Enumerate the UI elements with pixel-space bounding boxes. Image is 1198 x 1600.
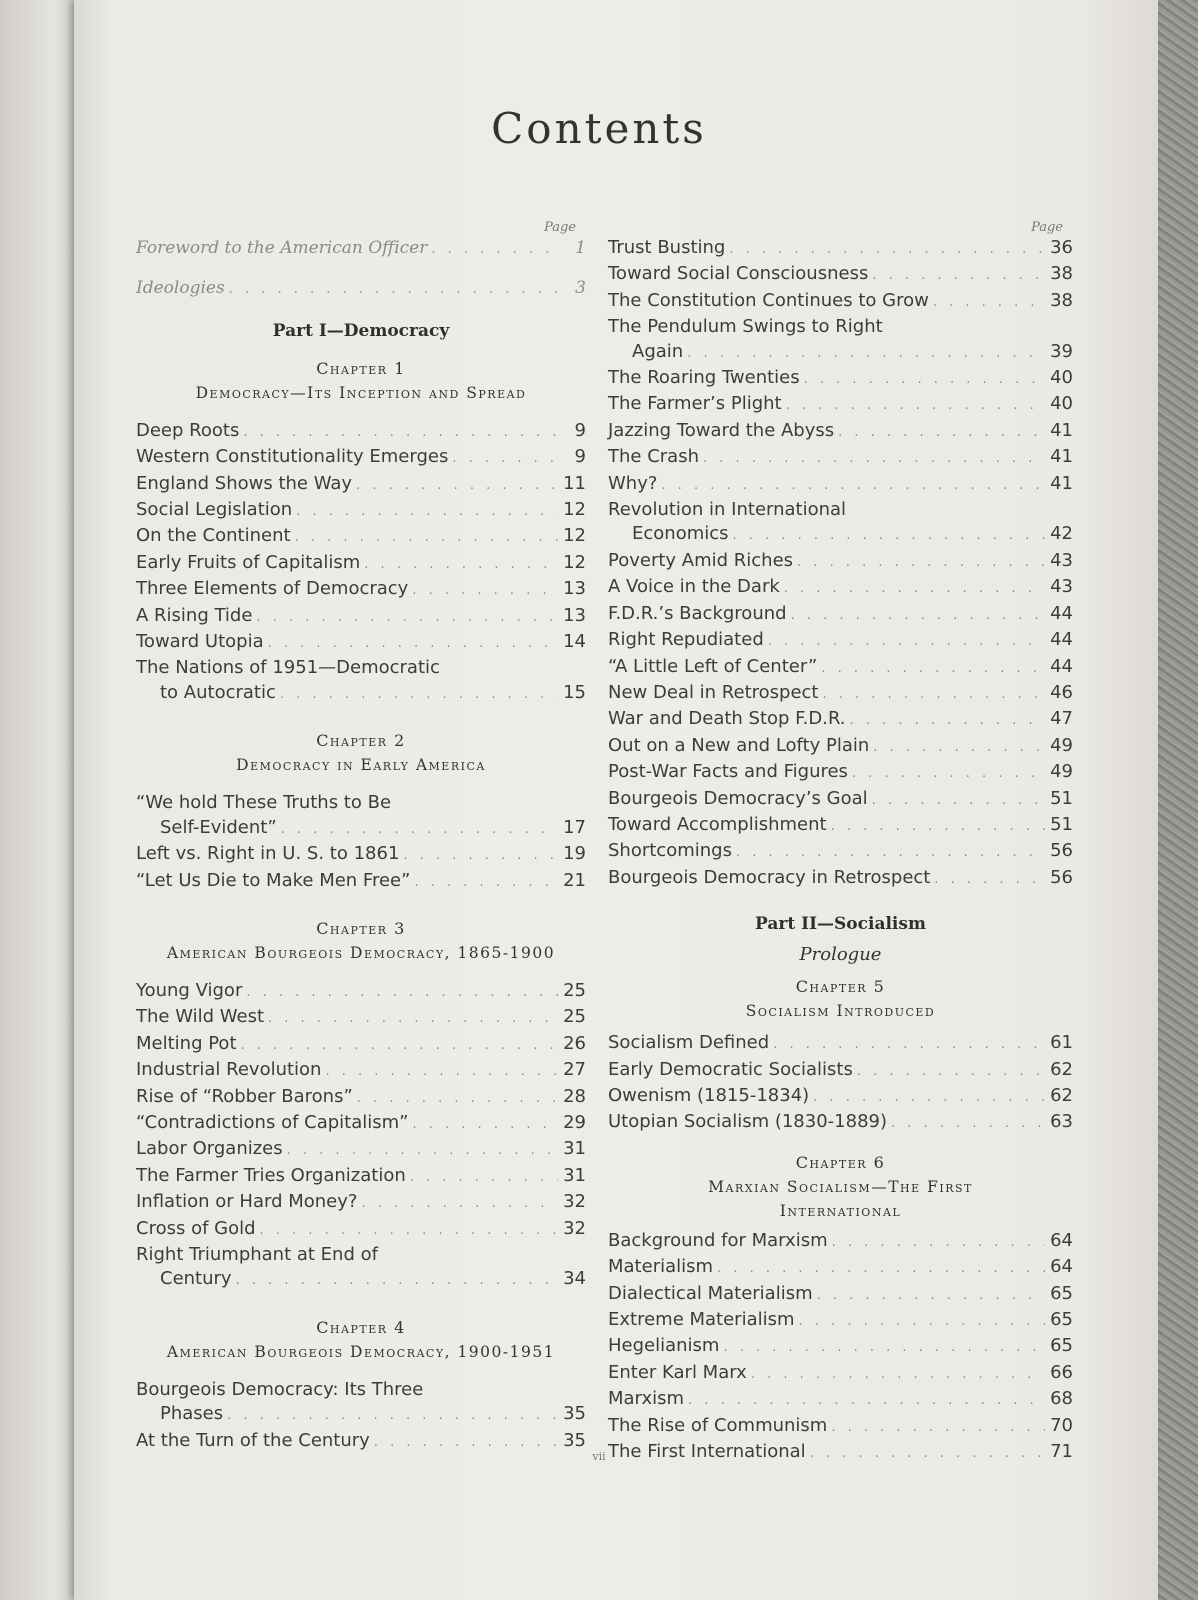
- toc-entry: [608, 522, 1073, 548]
- toc-entry-page: 44: [1050, 602, 1073, 624]
- toc-entry-title: Industrial Revolution: [136, 1059, 322, 1081]
- chapter-title: Democracy in Early America: [236, 756, 486, 775]
- toc-entry-title: The Farmer Tries Organization: [136, 1164, 406, 1186]
- toc-entry: [608, 1058, 1073, 1084]
- toc-entry: [608, 839, 1073, 865]
- toc-entry-page: 51: [1050, 813, 1073, 835]
- toc-entry: [608, 262, 1073, 288]
- chapter-label: Chapter 5: [795, 977, 886, 997]
- toc-entry-page: 46: [1050, 681, 1073, 703]
- toc-entry-title: Materialism: [608, 1256, 714, 1278]
- toc-entry: [608, 236, 1073, 262]
- toc-entry-title: Post-War Facts and Figures: [608, 761, 848, 783]
- toc-entry-title: Labor Organizes: [136, 1138, 283, 1160]
- toc-entry-title: Melting Pot: [136, 1032, 237, 1054]
- toc-entry: [608, 1334, 1073, 1360]
- dot-leader: [256, 606, 558, 630]
- toc-entry-title: Socialism Defined: [608, 1032, 770, 1054]
- page-number: vii: [592, 1450, 606, 1463]
- toc-entry-title: A Voice in the Dark: [608, 576, 780, 598]
- dot-leader: [246, 981, 558, 1005]
- toc-entry: [608, 340, 1073, 366]
- page-column-header: Page: [1031, 220, 1063, 235]
- toc-entry: [136, 1005, 586, 1031]
- toc-entry: [136, 816, 586, 842]
- toc-entry: [136, 842, 586, 868]
- dot-leader: [403, 844, 558, 868]
- toc-entry-page: 40: [1050, 367, 1073, 389]
- toc-entry-page: 63: [1050, 1111, 1073, 1133]
- toc-entry-title: Rise of “Robber Barons”: [136, 1085, 353, 1107]
- chapter-label: Chapter 1: [316, 358, 406, 378]
- toc-entry-page: 39: [1050, 340, 1073, 362]
- toc-entry-page: 56: [1050, 866, 1073, 888]
- toc-entry: [136, 1032, 586, 1058]
- toc-entry-title: Shortcomings: [608, 840, 732, 862]
- toc-entry-title: Inflation or Hard Money?: [136, 1191, 358, 1213]
- toc-entry: [136, 445, 586, 471]
- toc-entry: [608, 760, 1073, 786]
- toc-entry-title: The Wild West: [136, 1006, 265, 1028]
- dot-leader: [768, 630, 1045, 654]
- toc-entry-page: 47: [1050, 708, 1073, 730]
- dot-leader: [229, 278, 558, 302]
- toc-entry-title: Early Democratic Socialists: [608, 1058, 853, 1080]
- toc-entry: [608, 1414, 1073, 1440]
- dot-leader: [287, 1139, 558, 1163]
- toc-entry-title: Jazzing Toward the Abyss: [608, 419, 835, 441]
- toc-entry-title: F.D.R.’s Background: [608, 602, 787, 624]
- dot-leader: [357, 1087, 558, 1111]
- toc-entry-page: 25: [563, 979, 586, 1001]
- toc-entry: [136, 1402, 586, 1428]
- toc-entry: [608, 1361, 1073, 1387]
- toc-entry-page: 66: [1050, 1361, 1073, 1383]
- toc-entry: [136, 524, 586, 550]
- dot-leader: [838, 421, 1045, 445]
- toc-entry: [608, 734, 1073, 760]
- dot-leader: [850, 709, 1045, 733]
- toc-entry-page: 12: [563, 499, 586, 521]
- chapter-title: Socialism Introduced: [745, 1002, 936, 1021]
- toc-entry-title: Bourgeois Democracy in Retrospect: [608, 866, 931, 888]
- toc-entry-page: 17: [563, 816, 586, 838]
- toc-entry-line: “We hold These Truths to Be: [136, 792, 392, 814]
- dot-leader: [786, 394, 1045, 418]
- dot-leader: [296, 500, 558, 524]
- toc-entry: [608, 655, 1073, 681]
- dot-leader: [723, 1336, 1045, 1360]
- toc-entry-title: War and Death Stop F.D.R.: [608, 708, 846, 730]
- toc-entry-title: “Contradictions of Capitalism”: [136, 1111, 409, 1133]
- toc-entry-page: 27: [563, 1059, 586, 1081]
- dot-leader: [773, 1033, 1045, 1057]
- toc-entry: [136, 551, 586, 577]
- toc-entry-page: 32: [563, 1217, 586, 1239]
- toc-entry-page: 34: [563, 1268, 586, 1290]
- toc-entry-page: 9: [574, 446, 586, 468]
- chapter-label: Chapter 2: [316, 731, 406, 751]
- chapter-entries: [136, 419, 586, 657]
- toc-entry-title: Self-Evident”: [160, 816, 277, 838]
- dot-leader: [822, 683, 1045, 707]
- toc-entry-title: Trust Busting: [608, 237, 726, 258]
- toc-entry-title: Western Constitutionality Emerges: [136, 446, 449, 468]
- toc-entry-title: New Deal in Retrospect: [608, 681, 819, 703]
- chapter-entries: [608, 366, 1073, 498]
- toc-entry-title: Out on a New and Lofty Plain: [608, 734, 870, 756]
- toc-entry: [608, 1110, 1073, 1136]
- dot-leader: [356, 474, 558, 498]
- toc-entry-page: 1: [575, 238, 586, 258]
- toc-entry: [136, 869, 586, 895]
- dot-leader: [295, 526, 558, 550]
- toc-entry-title: Early Fruits of Capitalism: [136, 551, 361, 573]
- toc-entry-page: 43: [1050, 549, 1073, 571]
- toc-entry-title: The Rise of Communism: [608, 1414, 828, 1436]
- toc-entry-line: Revolution in International: [608, 499, 847, 521]
- toc-entry-page: 32: [563, 1191, 586, 1213]
- toc-entry-title: Century: [160, 1268, 232, 1290]
- dot-leader: [832, 1231, 1045, 1255]
- page-title: Contents: [491, 104, 707, 153]
- dot-leader: [268, 1007, 558, 1031]
- chapter-title-cont: International: [779, 1201, 902, 1220]
- toc-entry: [136, 630, 586, 656]
- toc-entry-title: At the Turn of the Century: [136, 1429, 370, 1451]
- toc-entry-title: Dialectical Materialism: [608, 1282, 813, 1304]
- dot-leader: [260, 1219, 558, 1243]
- toc-entry: [608, 1308, 1073, 1334]
- dot-leader: [733, 524, 1045, 548]
- toc-entry-page: 65: [1050, 1282, 1073, 1304]
- toc-entry: [136, 1217, 586, 1243]
- chapter-entries: [608, 1229, 1073, 1467]
- page-column-header: Page: [544, 220, 576, 235]
- toc-entry-page: 61: [1050, 1032, 1073, 1054]
- dot-leader: [687, 342, 1045, 366]
- dot-leader: [891, 1112, 1045, 1136]
- toc-entry: [608, 549, 1073, 575]
- toc-entry-page: 41: [1050, 472, 1073, 494]
- toc-entry-page: 12: [563, 525, 586, 547]
- toc-entry-title: Poverty Amid Riches: [608, 549, 794, 571]
- chapter-title: Marxian Socialism—The First: [708, 1177, 973, 1196]
- toc-entry-page: 64: [1050, 1256, 1073, 1278]
- toc-entry-title: Hegelianism: [608, 1335, 720, 1357]
- toc-entry-page: 31: [563, 1164, 586, 1186]
- toc-entry-page: 31: [563, 1138, 586, 1160]
- toc-entry-page: 62: [1050, 1084, 1073, 1106]
- front-matter-list: [136, 236, 586, 303]
- toc-entry-line: Bourgeois Democracy: Its Three: [136, 1378, 424, 1400]
- toc-entry-page: 40: [1050, 393, 1073, 415]
- toc-entry: [136, 236, 586, 262]
- dot-leader: [729, 238, 1045, 262]
- toc-entry-title: Toward Accomplishment: [608, 813, 827, 835]
- dot-leader: [872, 789, 1045, 813]
- dot-leader: [227, 1404, 558, 1428]
- toc-entry: [136, 276, 586, 302]
- dot-leader: [873, 736, 1045, 760]
- chapter-label: Chapter 6: [795, 1152, 886, 1172]
- toc-entry-title: Cross of Gold: [136, 1217, 256, 1239]
- toc-entry-title: Why?: [608, 472, 658, 494]
- chapter-entries: [608, 549, 1073, 892]
- toc-entry-page: 65: [1050, 1309, 1073, 1330]
- toc-entry-title: Ideologies: [136, 278, 225, 299]
- toc-entry-page: 44: [1050, 629, 1073, 651]
- toc-entry-page: 71: [1050, 1441, 1073, 1463]
- toc-entry: [608, 1255, 1073, 1281]
- toc-entry: [608, 419, 1073, 445]
- dot-leader: [804, 368, 1045, 392]
- dot-leader: [934, 868, 1045, 892]
- toc-entry-title: A Rising Tide: [136, 604, 253, 626]
- toc-entry-page: 35: [563, 1403, 586, 1425]
- dot-leader: [817, 1284, 1045, 1308]
- chapter-entries: [136, 979, 586, 1243]
- dot-leader: [325, 1060, 558, 1084]
- part-heading: Part I—Democracy: [272, 320, 450, 341]
- toc-entry-page: 19: [563, 843, 586, 865]
- toc-entry-page: 12: [563, 551, 586, 573]
- toc-entry-title: Left vs. Right in U. S. to 1861: [136, 843, 400, 865]
- toc-entry: [608, 289, 1073, 315]
- toc-entry: [136, 472, 586, 498]
- part-heading: Part II—Socialism: [755, 914, 926, 935]
- toc-entry-page: 14: [563, 631, 586, 653]
- toc-entry-title: Right Repudiated: [608, 629, 764, 651]
- toc-entry-title: Utopian Socialism (1830-1889): [608, 1111, 887, 1133]
- toc-entry-title: Phases: [160, 1403, 224, 1425]
- dot-leader: [280, 683, 558, 707]
- toc-entry-title: On the Continent: [136, 525, 291, 547]
- toc-entry: [136, 1111, 586, 1137]
- toc-entry-title: Social Legislation: [136, 499, 293, 521]
- toc-entry-title: Deep Roots: [136, 419, 240, 441]
- toc-entry-page: 65: [1050, 1335, 1073, 1357]
- book-gutter: [0, 0, 74, 1600]
- toc-entry-page: 35: [563, 1429, 586, 1451]
- dot-leader: [268, 632, 558, 656]
- dot-leader: [703, 447, 1045, 471]
- toc-entry: [136, 577, 586, 603]
- toc-entry: [608, 1387, 1073, 1413]
- toc-entry-title: The Roaring Twenties: [608, 367, 800, 389]
- toc-entry-page: 44: [1050, 655, 1073, 677]
- toc-entry-title: Enter Karl Marx: [608, 1361, 747, 1383]
- toc-entry-page: 15: [563, 681, 586, 703]
- toc-entry-title: Economics: [632, 523, 729, 545]
- dot-leader: [831, 1416, 1045, 1440]
- dot-leader: [717, 1257, 1045, 1281]
- dot-leader: [857, 1060, 1045, 1084]
- dot-leader: [236, 1269, 558, 1293]
- toc-entry: [136, 1058, 586, 1084]
- toc-entry-title: Marxism: [608, 1388, 685, 1410]
- toc-entry-page: 68: [1050, 1388, 1073, 1410]
- toc-entry-page: 26: [563, 1032, 586, 1054]
- toc-entry-title: “A Little Left of Center”: [608, 655, 818, 677]
- dot-leader: [831, 815, 1045, 839]
- toc-entry: [608, 366, 1073, 392]
- dot-leader: [791, 604, 1045, 628]
- toc-entry-title: Toward Utopia: [136, 631, 264, 653]
- toc-entry-page: 49: [1050, 761, 1073, 783]
- toc-entry-title: Foreword to the American Officer: [136, 238, 428, 258]
- dot-leader: [452, 447, 558, 471]
- dot-leader: [852, 762, 1045, 786]
- toc-entry-page: 21: [563, 869, 586, 891]
- toc-entry-page: 70: [1050, 1414, 1073, 1436]
- dot-leader: [281, 818, 558, 842]
- toc-entry: [608, 1229, 1073, 1255]
- toc-entry-title: Bourgeois Democracy’s Goal: [608, 787, 868, 809]
- toc-entry-title: to Autocratic: [160, 681, 276, 703]
- toc-left-column: [136, 220, 586, 1455]
- toc-entry-title: Extreme Materialism: [608, 1309, 795, 1330]
- toc-entry-page: 38: [1050, 289, 1073, 311]
- toc-entry: [608, 575, 1073, 601]
- dot-leader: [933, 291, 1045, 315]
- toc-entry: [136, 604, 586, 630]
- dot-leader: [813, 1086, 1045, 1110]
- toc-entry-page: 36: [1050, 237, 1073, 258]
- toc-entry: [608, 628, 1073, 654]
- chapter-title: American Bourgeois Democracy, 1900-1951: [166, 1342, 556, 1361]
- toc-entry-page: 25: [563, 1006, 586, 1028]
- toc-entry-page: 42: [1050, 523, 1073, 545]
- dot-leader: [797, 551, 1045, 575]
- toc-entry-page: 41: [1050, 446, 1073, 468]
- dot-leader: [412, 579, 558, 603]
- toc-entry: [136, 1267, 586, 1293]
- toc-entry: [608, 602, 1073, 628]
- toc-entry-page: 49: [1050, 734, 1073, 756]
- toc-entry: [608, 866, 1073, 892]
- toc-entry-page: 28: [563, 1085, 586, 1107]
- toc-entry: [136, 979, 586, 1005]
- dot-leader: [688, 1389, 1045, 1413]
- dot-leader: [410, 1166, 558, 1190]
- dot-leader: [799, 1310, 1045, 1334]
- toc-entry-title: Background for Marxism: [608, 1229, 828, 1251]
- chapter-title: American Bourgeois Democracy, 1865-1900: [166, 943, 556, 962]
- chapter-title: Democracy—Its Inception and Spread: [195, 383, 527, 402]
- toc-entry: [608, 472, 1073, 498]
- dot-leader: [872, 264, 1045, 288]
- dot-leader: [431, 238, 558, 262]
- toc-entry-page: 3: [575, 278, 586, 299]
- toc-right-column: [608, 220, 1073, 1466]
- dot-leader: [361, 1192, 558, 1216]
- toc-entry: [608, 707, 1073, 733]
- dot-leader: [413, 1113, 559, 1137]
- toc-entry-page: 9: [574, 419, 586, 441]
- toc-entry-title: Three Elements of Democracy: [136, 578, 409, 600]
- dot-leader: [241, 1034, 558, 1058]
- toc-entry-title: The Farmer’s Plight: [608, 393, 782, 415]
- toc-entry-page: 38: [1050, 263, 1073, 285]
- dot-leader: [821, 657, 1045, 681]
- toc-entry-title: Toward Social Consciousness: [608, 263, 869, 285]
- toc-entry-title: The First International: [608, 1441, 806, 1463]
- toc-entry: [136, 1137, 586, 1163]
- chapter-entries: [608, 236, 1073, 315]
- toc-entry: [136, 419, 586, 445]
- toc-entry-page: 13: [563, 578, 586, 600]
- dot-leader: [364, 553, 558, 577]
- chapter-label: Chapter 4: [316, 1317, 406, 1337]
- dot-leader: [784, 577, 1045, 601]
- chapter-entries: [608, 1031, 1073, 1137]
- toc-entry-page: 43: [1050, 576, 1073, 598]
- toc-entry: [136, 498, 586, 524]
- toc-entry: [608, 813, 1073, 839]
- toc-entry: [608, 1282, 1073, 1308]
- toc-entry: [136, 1190, 586, 1216]
- toc-entry-title: Owenism (1815-1834): [608, 1084, 810, 1106]
- toc-entry-page: 51: [1050, 787, 1073, 809]
- dot-leader: [661, 474, 1045, 498]
- toc-entry: [608, 392, 1073, 418]
- toc-entry-title: Young Vigor: [136, 979, 243, 1001]
- chapter-entries: [136, 842, 586, 895]
- chapter-label: Chapter 3: [316, 918, 406, 938]
- toc-entry-page: 56: [1050, 840, 1073, 862]
- toc-entry-page: 11: [563, 472, 586, 494]
- toc-entry-title: England Shows the Way: [136, 472, 353, 494]
- toc-entry: [136, 681, 586, 707]
- toc-entry: [608, 1031, 1073, 1057]
- toc-entry-line: The Nations of 1951—Democratic: [136, 657, 440, 679]
- toc-entry-line: Right Triumphant at End of: [136, 1243, 378, 1265]
- toc-entry-title: “Let Us Die to Make Men Free”: [136, 869, 411, 891]
- toc-entry: [136, 1164, 586, 1190]
- dot-leader: [736, 841, 1045, 865]
- toc-entry: [608, 445, 1073, 471]
- toc-entry-title: Again: [632, 340, 684, 362]
- toc-entry: [608, 681, 1073, 707]
- toc-entry-page: 62: [1050, 1058, 1073, 1080]
- dot-leader: [751, 1363, 1045, 1387]
- toc-entry: [608, 787, 1073, 813]
- toc-entry-title: The Constitution Continues to Grow: [608, 289, 929, 311]
- toc-entry: [608, 1084, 1073, 1110]
- toc-entry-page: 41: [1050, 419, 1073, 441]
- toc-entry-page: 64: [1050, 1229, 1073, 1251]
- toc-entry-title: The Crash: [608, 446, 699, 468]
- dot-leader: [414, 871, 558, 895]
- toc-entry: [136, 1085, 586, 1111]
- dot-leader: [243, 421, 558, 445]
- toc-entry-page: 13: [563, 604, 586, 626]
- toc-entry-page: 29: [563, 1111, 586, 1133]
- prologue-heading: Prologue: [799, 944, 882, 966]
- toc-entry-line: The Pendulum Swings to Right: [608, 316, 883, 338]
